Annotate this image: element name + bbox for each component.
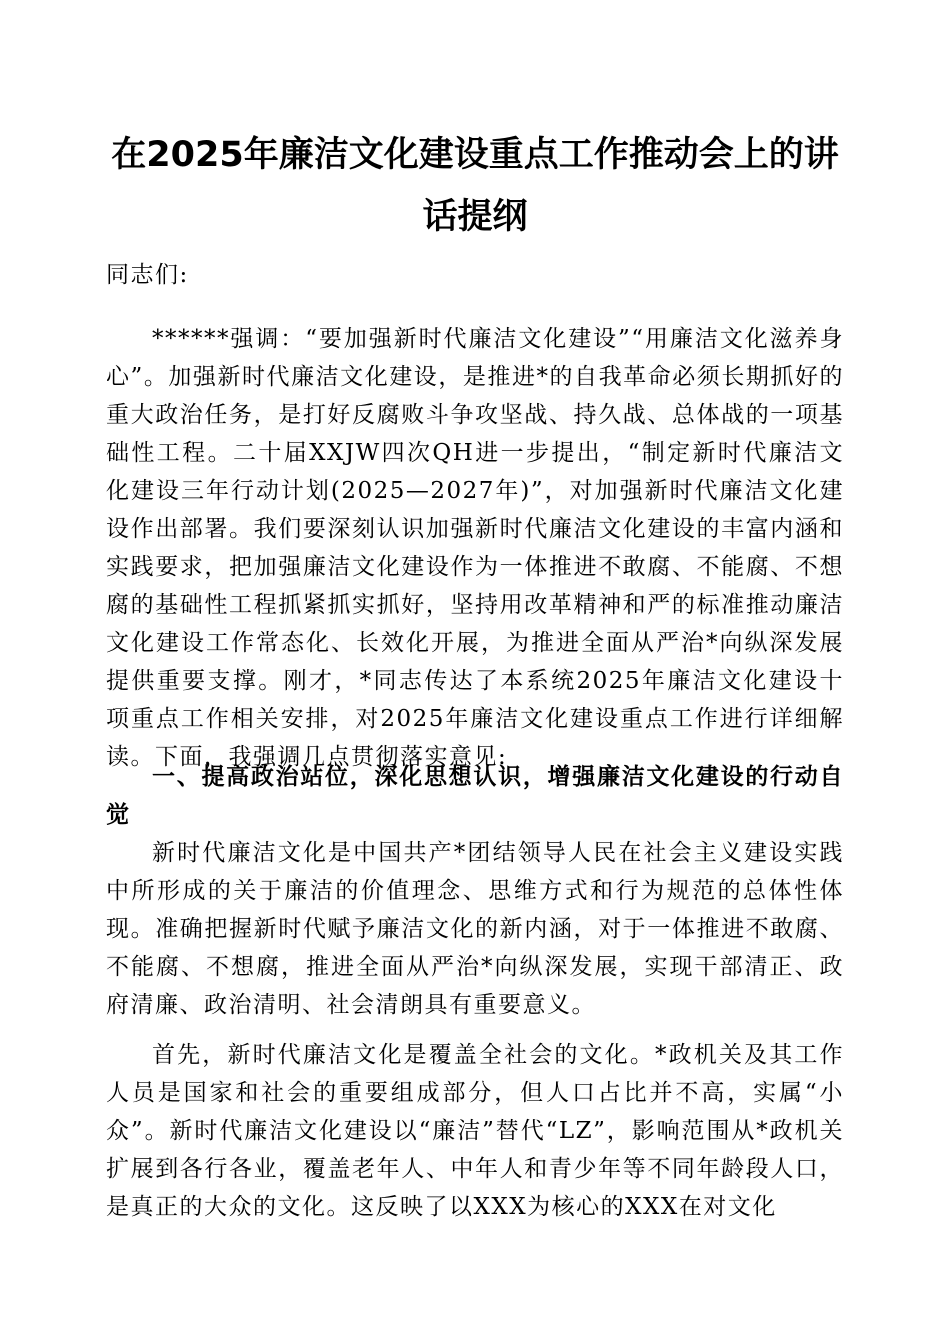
section-heading-1: 一、提高政治站位，深化思想认识，增强廉洁文化建设的行动自觉 <box>106 764 844 828</box>
paragraph-intro: ******强调：“要加强新时代廉洁文化建设”“用廉洁文化滋养身心”。加强新时代廉洁文化建设，是推进*的自我革命必须长期抓好的重大政治任务，是打好反腐败斗争攻坚战、持久战、总体战的一项基础性工程。二十届XXJW四次QH进一步提出，“制定新时代廉洁文化建设三年行动计划(2025—2027年)”，对加强新时代廉洁文化建设作出部署。我们要深刻认识加强新时代廉洁文化建设的丰富内涵和实践要求，把加强廉洁文化建设作为一体推进不敢腐、不能腐、不想腐的基础性工程抓紧抓实抓好，坚持用改革精神和严的标准推动廉洁文化建设工作常态化、长效化开展，为推进全面从严治*向纵深发展提供重要支撑。刚才，*同志传达了本系统2025年廉洁文化建设十项重点工作相关安排，对2025年廉洁文化建设重点工作进行详细解读。下面，我强调几点贯彻落实意见: <box>106 326 844 770</box>
document-title: 在2025年廉洁文化建设重点工作推动会上的讲话提纲 <box>111 135 839 237</box>
paragraph-section1-2: 首先，新时代廉洁文化是覆盖全社会的文化。*政机关及其工作人员是国家和社会的重要组成部分，但人口占比并不高，实属“小众”。新时代廉洁文化建设以“廉洁”替代“LZ”，影响范围从*政机关扩展到各行各业，覆盖老年人、中年人和青少年等不同年龄段人口，是真正的大众的文化。这反映了以XXX为核心的XXX在对文化 <box>106 1042 844 1220</box>
salutation: 同志们: <box>106 262 189 288</box>
paragraph-section1-1: 新时代廉洁文化是中国共产*团结领导人民在社会主义建设实践中所形成的关于廉洁的价值理念、思维方式和行为规范的总体性体现。准确把握新时代赋予廉洁文化的新内涵，对于一体推进不敢腐、不能腐、不想腐，推进全面从严治*向纵深发展，实现干部清正、政府清廉、政治清明、社会清朗具有重要意义。 <box>106 840 844 1018</box>
